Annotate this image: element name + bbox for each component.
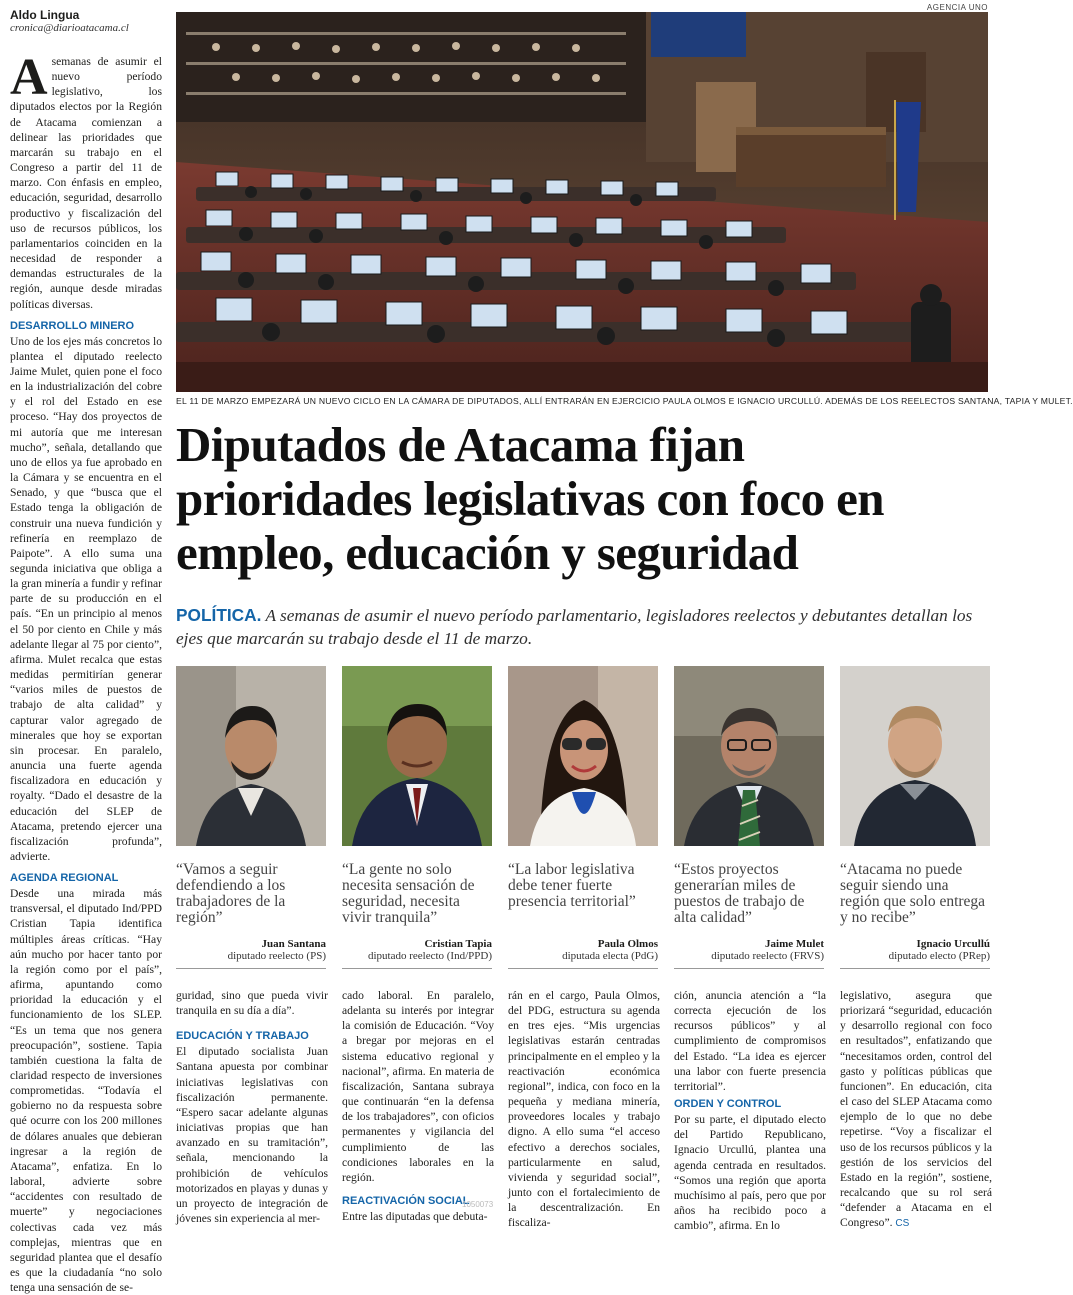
regional-paragraph: Desde una mirada más transversal, el diputado Ind/PPD Cristian Tapia identifica múltiples áreas críticas. “Hay aún mucho por hacer tanto por la región como por el país”, afirma, apuntando como prioridad la educación y el funcionamiento de los SLEP. “Es un tema que nos genera preocupación”, sostiene. Tapia también cuestiona la falta de claridad respecto de inversiones comprometidas. “Todavía el gobierno no da respuesta sobre qué ocurre con los 200 millones de dólares anuales que debieran ingresar a la región de Atacama”, enfatiza. En lo laboral, advierte sobre “accidentes con resultado de muerte” y negociaciones colectivas cada vez más complejas, mientras que en seguridad plantea que el desafío es que la ciudadanía “no solo tenga una sensación de se- [10, 887, 162, 1295]
portrait-santana [176, 666, 326, 846]
divider [176, 968, 326, 969]
left-column [10, 8, 162, 1295]
paragraph: ción, anuncia atención a “la correcta ejecución de los recursos públicos” y al cumplimiento de compromisos del Estado. “La idea es ejercer una labor con fuerte presencia territorial”. [674, 989, 826, 1093]
intro-paragraph [10, 49, 162, 312]
divider [508, 968, 658, 969]
divider [674, 968, 824, 969]
section-heading-order: ORDEN Y CONTROL [674, 1098, 782, 1111]
deputy-name: Cristian Tapia [424, 938, 492, 950]
drop-cap: A [10, 49, 48, 106]
deputy-card [176, 666, 326, 962]
body-column-2 [176, 988, 328, 1226]
portrait-urcullu [840, 666, 990, 846]
deputy-quote: “Estos proyectos generarían miles de puestos de trabajo de alta calidad” [674, 861, 805, 926]
deputy-card [342, 666, 492, 962]
body-column-5 [674, 988, 826, 1233]
deputy-name: Jaime Mulet [765, 938, 824, 950]
photo-credit: AGENCIA UNO [926, 3, 988, 12]
section-heading-regional: AGENDA REGIONAL [10, 872, 119, 885]
deputy-quote: “Vamos a seguir defendiendo a los trabajadores de la región” [176, 861, 286, 926]
paragraph: Por su parte, el diputado electo del Partido Republicano, Ignacio Urcullú, plantea una agenda centrada en resultados. “Somos una región que aporta muchísimo al país, pero que por años ha recibido poco a cambio”, afirma. En lo [674, 1113, 826, 1233]
body-column-4 [508, 988, 660, 1231]
mining-paragraph: Uno de los ejes más concretos lo plantea el diputado reelecto Jaime Mulet, quien pone el foco en la industrialización del cobre y el rol del Estado en ese proceso. “Hay dos proyectos de mi autoría que me interesan mucho”, señala, detallando que uno de ellos ya fue aprobado en la Cámara y se encuentra en el Senado, y que “busca que el Estado tenga la obligación de construir una nueva fundición y refinería en reemplazo de Paipote”. A ello suma una segunda iniciativa que obliga a la gran minería a fundir y refinar parte de su producción en el país. “En un principio al menos el 50 por ciento en Chile y más adelante llegar al 75 por ciento”, afirma. Mulet recalca que estas medidas permitirían generar “varios miles de puestos de trabajo de alta calidad” y capturar valor agregado de minerales que hoy se exportan sin procesar. En paralelo, anuncia una fuerte agenda fiscalizadora en educación y royalty. “Dado el desastre de la educación del SLEP de Atacama, pretendo ejercer una fiscalización profunda”, advierte. [10, 334, 162, 863]
headline: Diputados de Atacama fijan prioridades legislativas con foco en empleo, educación y seguridad [176, 417, 884, 580]
deputy-quote: “La labor legislativa debe tener fuerte presencia territorial” [508, 861, 636, 910]
footer-code: 1050073 [462, 1200, 494, 1209]
chamber-photo [176, 12, 988, 392]
divider [342, 968, 492, 969]
deputy-role: diputado reelecto (PS) [227, 950, 326, 962]
byline-email[interactable]: cronica@diarioatacama.cl [10, 22, 129, 34]
section-heading-education: EDUCACIÓN Y TRABAJO [176, 1030, 309, 1043]
byline-author: Aldo Lingua [10, 8, 80, 22]
deputy-card [674, 666, 824, 962]
deputy-role: diputado reelecto (Ind/PPD) [367, 950, 492, 962]
chamber-photo-illustration [176, 12, 988, 392]
section-heading-social: REACTIVACIÓN SOCIAL [342, 1195, 470, 1208]
paragraph: El diputado socialista Juan Santana apuesta por combinar iniciativas legislativas con fiscalización permanente. “Espero sacar adelante algunas iniciativas propias que han avanzado en su tramitación”, señala, mencionando la prohibición de vehículos motorizados en playas y dunas y un proyecto de integración de jóvenes sin experiencia al mer- [176, 1045, 328, 1226]
photo-caption: EL 11 DE MARZO EMPEZARÁ UN NUEVO CICLO EN LA CÁMARA DE DIPUTADOS, ALLÍ ENTRARÁN EN EJERCICIO PAULA OLMOS E IGNACIO URCULLÚ. ADEMÁS DE LOS REELECTOS SANTANA, TAPIA Y MULET. [176, 396, 1073, 406]
deputy-name: Juan Santana [261, 938, 326, 950]
deputy-name: Ignacio Urcullú [916, 938, 990, 950]
paragraph: rán en el cargo, Paula Olmos, del PDG, estructura su agenda en tres ejes. “Mis urgencias legislativas estarán centradas principalmente en el empleo y la reactivación económica regional”, indica, con foco en la pequeña y mediana minería, proveedores locales y trabajo digno. A ello suma “el acceso efectivo a derechos sociales, particularmente en salud, vivienda y seguridad social”, junto con el fortalecimiento de la descentralización. En fiscaliza- [508, 989, 660, 1230]
deputy-name: Paula Olmos [597, 938, 658, 950]
section-heading-mining: DESARROLLO MINERO [10, 319, 135, 332]
section-kicker[interactable]: POLÍTICA. [176, 605, 262, 625]
end-mark: CS [895, 1218, 910, 1230]
paragraph: guridad, sino que pueda vivir tranquila en su día a día”. [176, 989, 328, 1018]
body-column-6 [840, 988, 992, 1232]
paragraph: Entre las diputadas que debuta- [342, 1210, 488, 1224]
deputy-quote: “Atacama no puede seguir siendo una región que solo entrega y no recibe” [840, 861, 986, 926]
intro-text: semanas de asumir el nuevo período legislativo, los diputados electos por la Región de Atacama comienzan a delinear las prioridades que marcarán su trabajo en el Congreso a partir del 11 de marzo. Con énfasis en empleo, educación, seguridad, desarrollo productivo y fiscalización del uso de recursos públicos, los parlamentarios coinciden en la necesidad de responder a demandas estructurales de la región, aunque desde miradas políticas diversas. [10, 55, 162, 311]
divider [840, 968, 990, 969]
paragraph: cado laboral. En paralelo, adelanta su interés por integrar la comisión de Educación. “Voy a bregar por mejoras en el sistema educativo regional y nacional”, afirma. En materia de fiscalización, Santana subraya que continuarán “en la defensa de los trabajadores”, con oficios permanentes y vigilancia del cumplimiento de las condiciones laborales en la región. [342, 989, 494, 1184]
deck [176, 604, 988, 650]
portrait-olmos [508, 666, 658, 846]
deputy-role: diputada electa (PdG) [562, 950, 658, 962]
deputy-role: diputado reelecto (FRVS) [711, 950, 824, 962]
closing-text: legislativo, asegura que priorizará “seguridad, educación y desarrollo regional con foco en resultados”, enfatizando que “necesitamos orden, control del gasto y políticas públicas que funcionen”. En educación, cita el caso del SLEP Atacama como ejemplo de lo que no debe repetirse. “Voy a fiscalizar el uso de los recursos públicos y la gestión de los servicios del Estado en la región”, sostiene, recalcando que su rol será “defender a Atacama en el Congreso”. [840, 989, 992, 1230]
body-column-3 [342, 988, 494, 1224]
paragraph [840, 988, 992, 1232]
deputy-quote: “La gente no solo necesita sensación de seguridad, necesita vivir tranquila” [342, 861, 475, 926]
deputy-card [840, 666, 990, 962]
deputy-card [508, 666, 658, 962]
portrait-tapia [342, 666, 492, 846]
deck-text: A semanas de asumir el nuevo período parlamentario, legisladores reelectos y debutantes detallan los ejes que marcarán su trabajo desde el 11 de marzo. [176, 606, 973, 648]
portrait-mulet [674, 666, 824, 846]
deputy-role: diputado electo (PRep) [888, 950, 990, 962]
